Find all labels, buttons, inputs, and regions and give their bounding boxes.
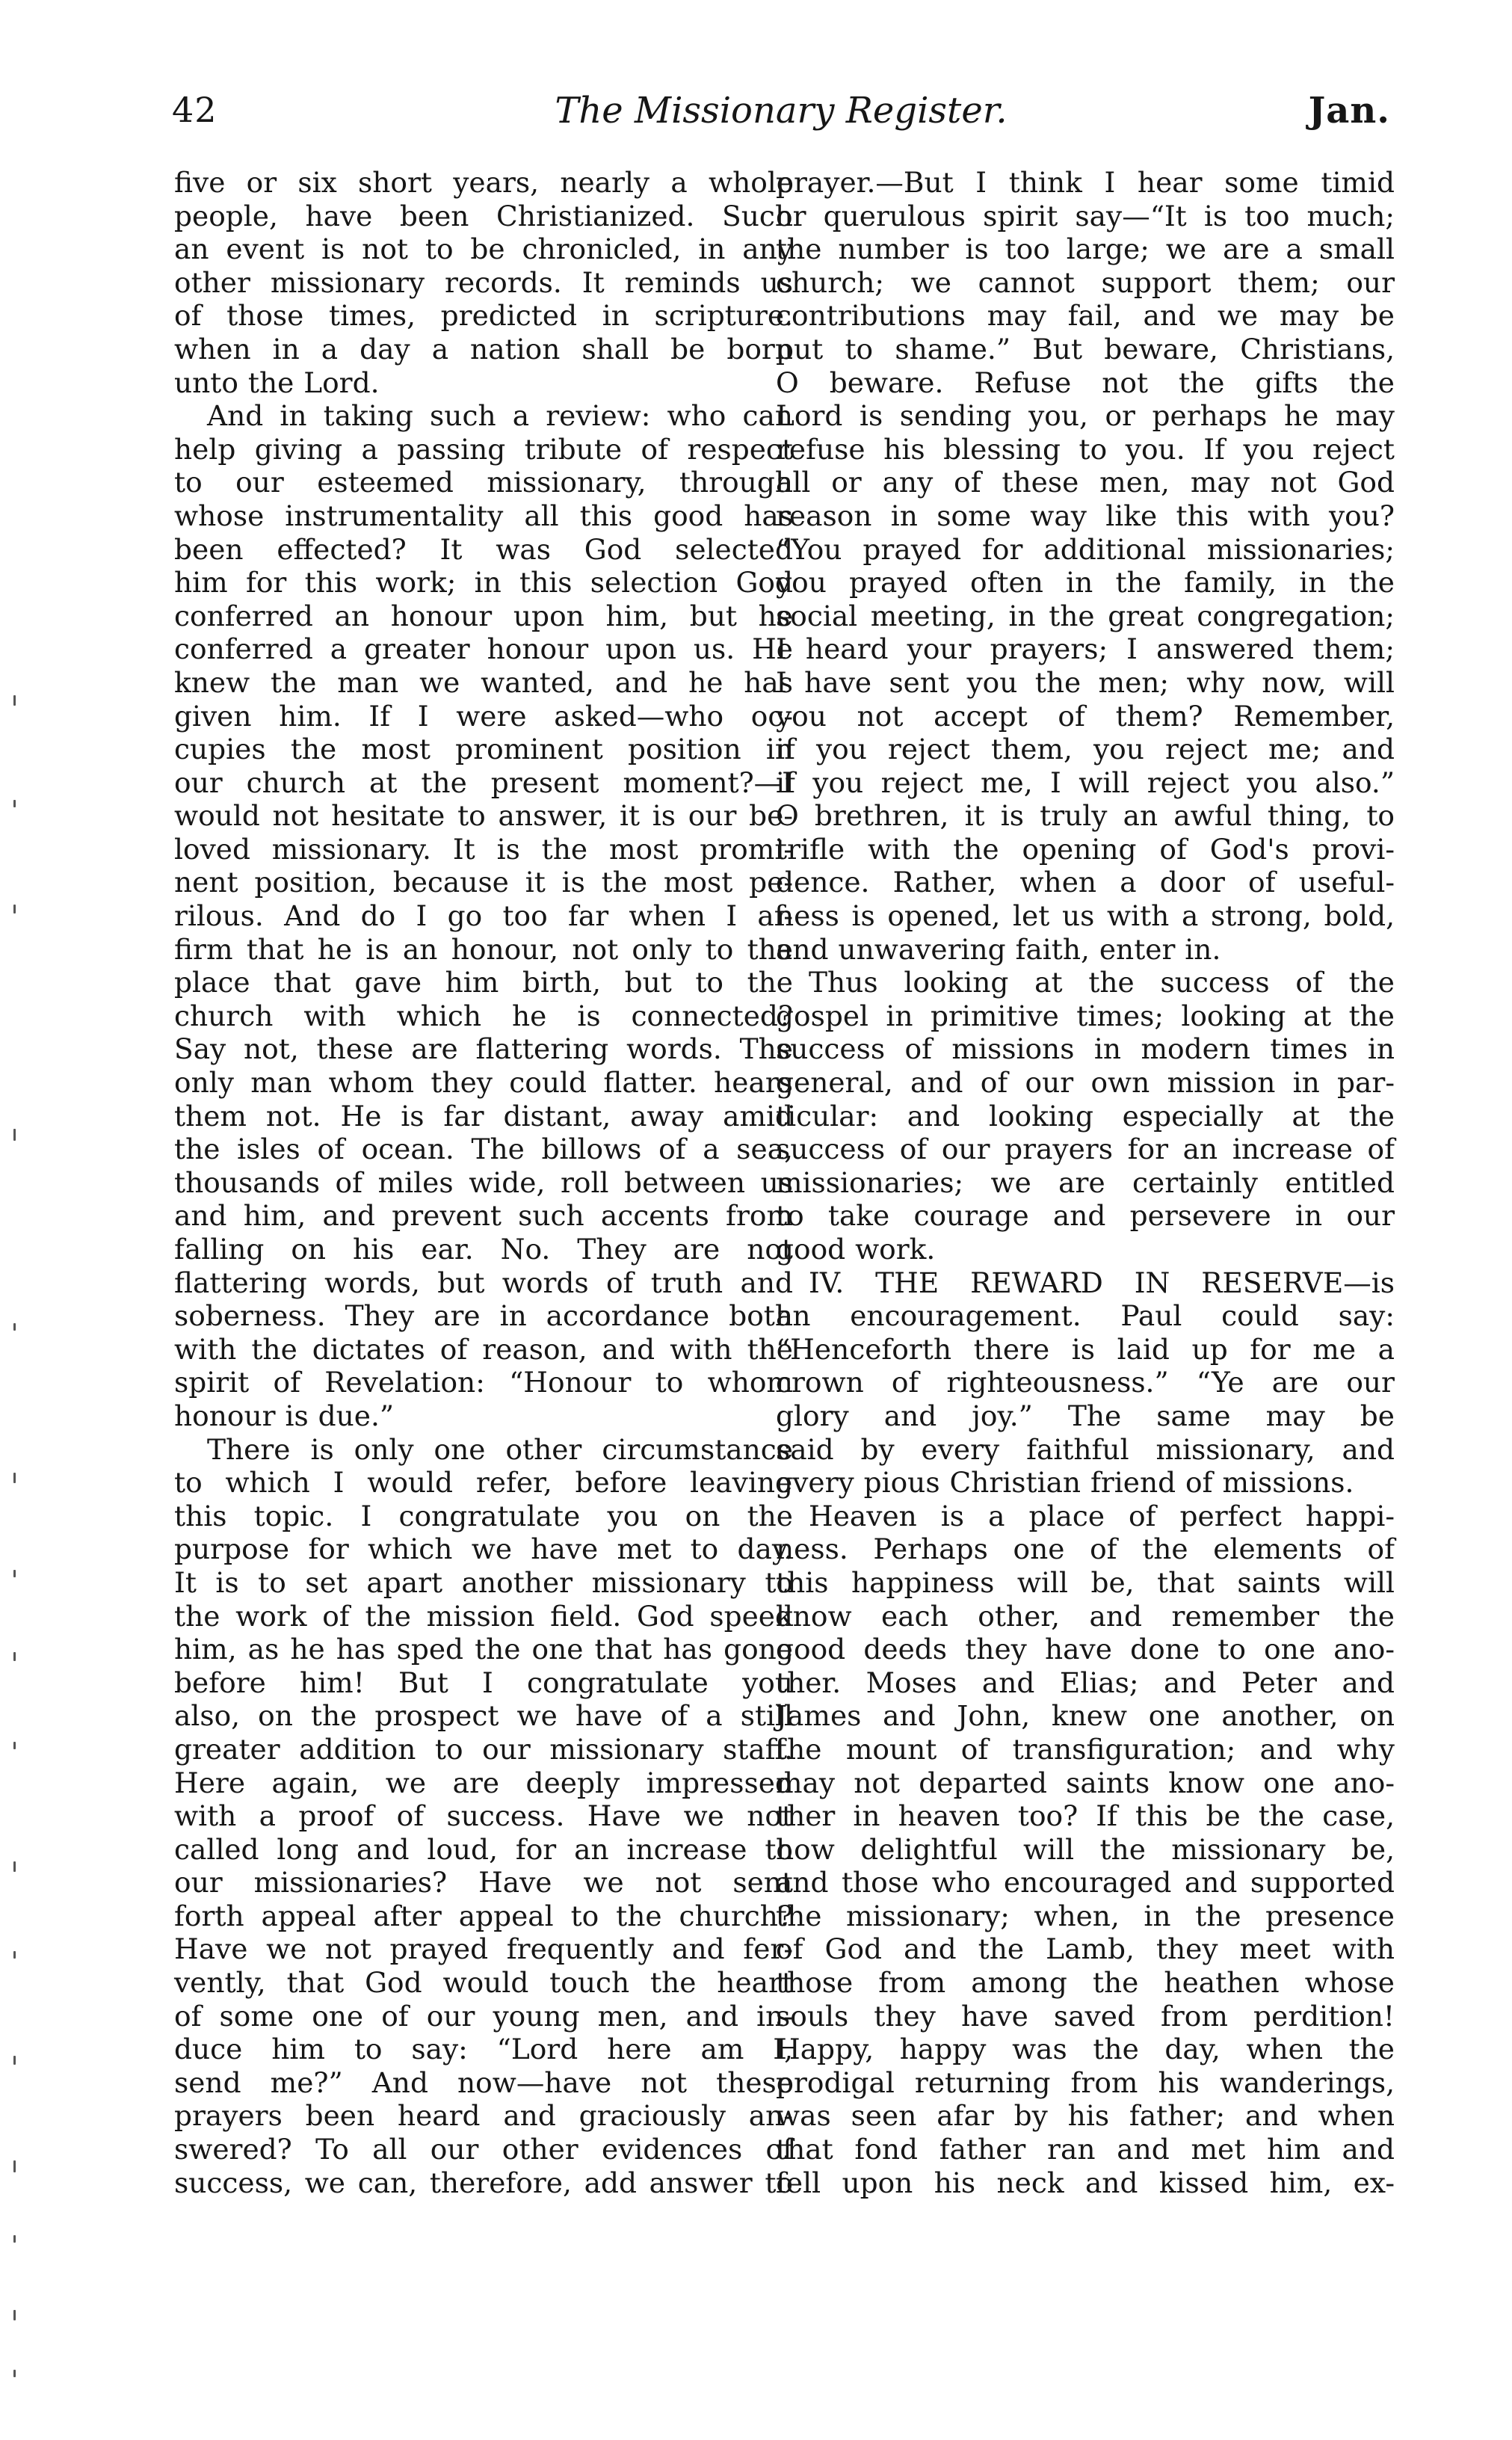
text-line: if you reject me, I will reject you also.” [776,765,1395,799]
text-line: ticular: and looking especially at the [776,1099,1395,1133]
left-text-column [174,166,793,2199]
text-line: “You prayed for additional missionaries; [776,532,1395,566]
text-line: may not departed saints know one ano- [776,1766,1395,1799]
text-line: vently, that God would touch the heart [174,1966,793,2000]
text-line: given him. If I were asked—who oc- [174,699,793,733]
text-line: glory and joy.” The same may be [776,1399,1395,1432]
text-line: church with which he is connected? [174,999,793,1032]
text-line: put to shame.” But beware, Christians, [776,332,1395,366]
text-line: whose instrumentality all this good has [174,499,793,532]
text-line: cupies the most prominent position in [174,733,793,766]
text-line: place that gave him birth, but to the [174,966,793,999]
text-line: social meeting, in the great congregation; [776,599,1395,632]
text-line: Have we not prayed frequently and fer- [174,1932,793,1966]
text-line: forth appeal after appeal to the church? [174,1899,793,1932]
text-line: how delightful will the missionary be, [776,1832,1395,1866]
text-line: Here again, we are deeply impressed [174,1766,793,1799]
text-line: success of our prayers for an increase of [776,1133,1395,1166]
text-line: conferred an honour upon him, but he [174,599,793,632]
text-line: success, we can, therefore, add answer to [174,2166,793,2199]
text-line: the number is too large; we are a small [776,232,1395,266]
text-line: unto the Lord. [174,366,380,399]
text-line: the missionary; when, in the presence [776,1899,1395,1932]
text-line: greater addition to our missionary staff. [174,1732,793,1766]
text-line: help giving a passing tribute of respect [174,432,793,466]
text-line: general, and of our own mission in par- [776,1066,1395,1100]
text-line: gospel in primitive times; looking at the [776,999,1395,1032]
text-line: an encouragement. Paul could say: [776,1299,1395,1333]
text-line: all or any of these men, may not God [776,466,1395,499]
text-line: with the dictates of reason, and with the [174,1332,793,1366]
page-header [172,90,1390,150]
text-line: them not. He is far distant, away amid [174,1099,793,1133]
text-line: to which I would refer, before leaving [174,1466,793,1500]
text-line: nent position, because it is the most pe- [174,866,793,899]
text-line: or querulous spirit say—“It is too much; [776,199,1395,232]
running-title: The Missionary Register. [555,90,1008,132]
text-line: our church at the present moment?—I [174,765,793,799]
text-line: IV. THE REWARD IN RESERVE—is [809,1266,1395,1299]
text-line: I heard your prayers; I answered them; [776,632,1395,666]
text-line: trifle with the opening of God's provi- [776,832,1395,866]
text-line: good work. [776,1233,936,1266]
text-line: falling on his ear. No. They are not [174,1233,793,1266]
text-line: send me?” And now—have not these [174,2065,793,2099]
text-line: good deeds they have done to one ano- [776,1633,1395,1666]
text-line: would not hesitate to answer, it is our be- [174,799,793,833]
text-line: flattering words, but words of truth and [174,1266,793,1299]
text-line: of God and the Lamb, they meet with [776,1932,1395,1966]
text-line: prayer.—But I think I hear some timid [776,166,1395,199]
text-line: knew the man we wanted, and he has [174,665,793,699]
text-line: this topic. I congratulate you on the [174,1499,793,1532]
text-line: that fond father ran and met him and [776,2133,1395,2166]
text-line: been effected? It was God selected [174,532,793,566]
text-line: know each other, and remember the [776,1599,1395,1633]
right-text-column [776,166,1395,2199]
text-line: five or six short years, nearly a whole [174,166,793,199]
text-line: fell upon his neck and kissed him, ex- [776,2166,1395,2199]
text-line: the work of the mission field. God speed [174,1599,793,1633]
text-line: to our esteemed missionary, through [174,466,793,499]
text-line: the isles of ocean. The billows of a sea, [174,1133,793,1166]
text-line: you prayed often in the family, in the [776,566,1395,600]
text-line: “Henceforth there is laid up for me a [776,1332,1395,1366]
text-line: Say not, these are flattering words. The [174,1032,793,1066]
text-line: other missionary records. It reminds us [174,265,793,299]
text-line: the mount of transfiguration; and why [776,1732,1395,1766]
text-line: only man whom they could flatter. hears [174,1066,793,1100]
text-line: It is to set apart another missionary to [174,1565,793,1599]
text-line: him for this work; in this selection God [174,566,793,600]
text-line: ther in heaven too? If this be the case, [776,1799,1395,1833]
text-line: church; we cannot support them; our [776,265,1395,299]
text-line: him, as he has sped the one that has gone [174,1633,793,1666]
text-line: thousands of miles wide, roll between us [174,1165,793,1199]
text-line: when in a day a nation shall be born [174,332,793,366]
text-line: those from among the heathen whose [776,1966,1395,2000]
text-line: missionaries; we are certainly entitled [776,1165,1395,1199]
text-line: of those times, predicted in scripture. [174,299,793,333]
text-line: Happy, happy was the day, when the [776,2033,1395,2066]
text-line: souls they have saved from perdition! [776,1999,1395,2033]
text-line: soberness. They are in accordance both [174,1299,793,1333]
text-line: Lord is sending you, or perhaps he may [776,399,1395,433]
text-line: prayers been heard and graciously an- [174,2099,793,2133]
text-line: firm that he is an honour, not only to the [174,932,793,966]
text-line: with a proof of success. Have we not [174,1799,793,1833]
text-line: ther. Moses and Elias; and Peter and [776,1666,1395,1699]
text-line: ness is opened, let us with a strong, bold, [776,899,1395,933]
text-line: James and John, knew one another, on [776,1699,1395,1733]
text-line: was seen afar by his father; and when [776,2099,1395,2133]
text-line: loved missionary. It is the most promi- [174,832,793,866]
text-line: of some one of our young men, and in- [174,1999,793,2033]
text-line: prodigal returning from his wanderings, [776,2065,1395,2099]
text-line: And in taking such a review: who can [207,399,793,433]
text-line: There is only one other circumstance [207,1432,793,1466]
text-line: this happiness will be, that saints will [776,1565,1395,1599]
text-line: crown of righteousness.” “Ye are our [776,1366,1395,1399]
text-line: purpose for which we have met to day. [174,1532,793,1566]
text-line: called long and loud, for an increase to [174,1832,793,1866]
text-line: I have sent you the men; why now, will [776,665,1395,699]
text-line: honour is due.” [174,1399,395,1432]
text-line: an event is not to be chronicled, in any [174,232,793,266]
text-line: contributions may fail, and we may be [776,299,1395,333]
text-line: success of missions in modern times in [776,1032,1395,1066]
text-line: dence. Rather, when a door of useful- [776,866,1395,899]
text-line: and him, and prevent such accents from [174,1199,793,1233]
text-line: refuse his blessing to you. If you reject [776,432,1395,466]
text-line: to take courage and persevere in our [776,1199,1395,1233]
text-line: you not accept of them? Remember, [776,699,1395,733]
text-line: O brethren, it is truly an awful thing, to [776,799,1395,833]
text-line: spirit of Revelation: “Honour to whom [174,1366,793,1399]
text-line: said by every faithful missionary, and [776,1432,1395,1466]
text-line: conferred a greater honour upon us. He [174,632,793,666]
text-line: rilous. And do I go too far when I af- [174,899,793,933]
text-line: Heaven is a place of perfect happi- [809,1499,1395,1532]
text-line: and unwavering faith, enter in. [776,932,1221,966]
text-line: Thus looking at the success of the [809,966,1395,999]
binding-gutter-marks [7,157,25,2400]
text-line: every pious Christian friend of missions. [776,1466,1354,1500]
text-line: ness. Perhaps one of the elements of [776,1532,1395,1566]
text-line: duce him to say: “Lord here am I, [174,2033,793,2066]
page-number: 42 [172,90,217,130]
text-line: reason in some way like this with you? [776,499,1395,532]
text-line: our missionaries? Have we not sent [174,1866,793,1900]
header-month: Jan. [1308,90,1390,132]
text-line: also, on the prospect we have of a still [174,1699,793,1733]
text-line: before him! But I congratulate you [174,1666,793,1699]
text-line: O beware. Refuse not the gifts the [776,366,1395,399]
text-line: swered? To all our other evidences of [174,2133,793,2166]
text-line: people, have been Christianized. Such [174,199,793,232]
text-line: and those who encouraged and supported [776,1866,1395,1900]
text-line: if you reject them, you reject me; and [776,733,1395,766]
